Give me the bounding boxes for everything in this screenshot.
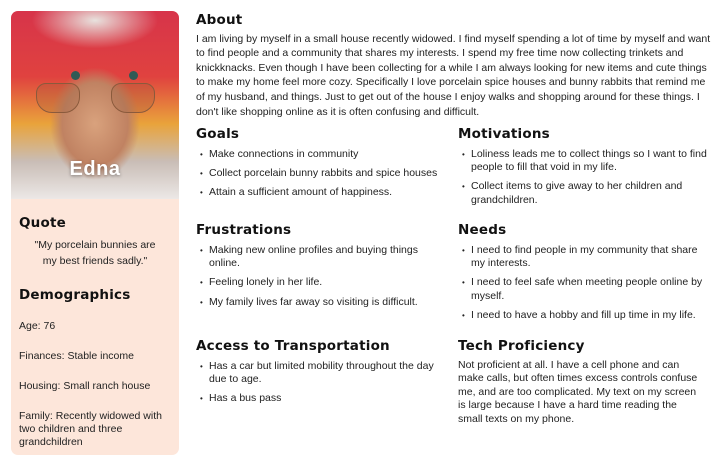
demographics-heading: Demographics [19, 287, 131, 303]
transportation-section [196, 339, 446, 412]
need-item: • I need to feel safe when meeting people online by myself. [458, 276, 708, 303]
demographic-family: Family: Recently widowed with two children and three grandchildren [19, 410, 162, 448]
frustrations-heading: Frustrations [196, 222, 292, 238]
goal-item: • Attain a sufficient amount of happiness. [196, 186, 446, 199]
about-section [196, 13, 716, 119]
tech-text: Not proficient at all. I have a cell phone and can make calls, but often times excess controls confuse me, and are too complicated. My text on my screen is large because I have a hard time reading the small texts on my phone. [458, 358, 698, 425]
frustration-item: • Feeling lonely in her life. [196, 276, 431, 289]
goal-item: • Make connections in community [196, 148, 446, 161]
about-heading: About [196, 12, 243, 28]
demographic-age: Age: 76 [19, 320, 56, 332]
transportation-item: • Has a car but limited mobility throughout the day due to age. [196, 360, 446, 387]
goal-item: • Collect porcelain bunny rabbits and spice houses [196, 167, 446, 180]
need-item: • I need to have a hobby and fill up time in my life. [458, 309, 708, 322]
glasses [111, 83, 155, 113]
needs-heading: Needs [458, 222, 507, 238]
quote-text: "My porcelain bunnies are my best friends sadly." [34, 239, 156, 267]
persona-card [11, 11, 179, 455]
need-item: • I need to find people in my community that share my interests. [458, 244, 708, 271]
transportation-item: • Has a bus pass [196, 392, 446, 405]
tech-section [458, 339, 703, 427]
persona-name: Edna [69, 158, 121, 180]
eye [129, 71, 138, 80]
about-text: I am living by myself in a small house recently widowed. I find myself spending a lot of time by myself and want to find people and a community that shares my interests. I spend my free time now collecting trinkets and knickknacks. Even though I have been collecting for a while I am always looking for new items and cute things to make my home feel more cozy. Specifically I love porcelain spice houses and bunny rabbits that remind me of my husband, and things. Just to get out of the house I enjoy walks and shopping around for these things. I don't like shopping online as it is often confusing and difficult. [196, 32, 711, 118]
frustrations-section [196, 223, 431, 315]
frustration-item: • My family lives far away so visiting is difficult. [196, 296, 431, 309]
motivations-heading: Motivations [458, 126, 550, 142]
goals-heading: Goals [196, 126, 240, 142]
quote-heading: Quote [19, 215, 66, 231]
transportation-heading: Access to Transportation [196, 338, 390, 354]
eye [71, 71, 80, 80]
goals-section [196, 127, 446, 206]
demographic-finances: Finances: Stable income [19, 350, 134, 362]
needs-section [458, 223, 708, 329]
glasses [36, 83, 80, 113]
tech-heading: Tech Proficiency [458, 338, 585, 354]
frustration-item: • Making new online profiles and buying things online. [196, 244, 431, 271]
demographic-housing: Housing: Small ranch house [19, 380, 151, 392]
motivation-item: • Collect items to give away to her children and grandchildren. [458, 180, 708, 207]
motivation-item: • Loliness leads me to collect things so I want to find people to fill that void in my life. [458, 148, 708, 175]
motivations-section [458, 127, 708, 213]
persona-photo [11, 11, 179, 199]
